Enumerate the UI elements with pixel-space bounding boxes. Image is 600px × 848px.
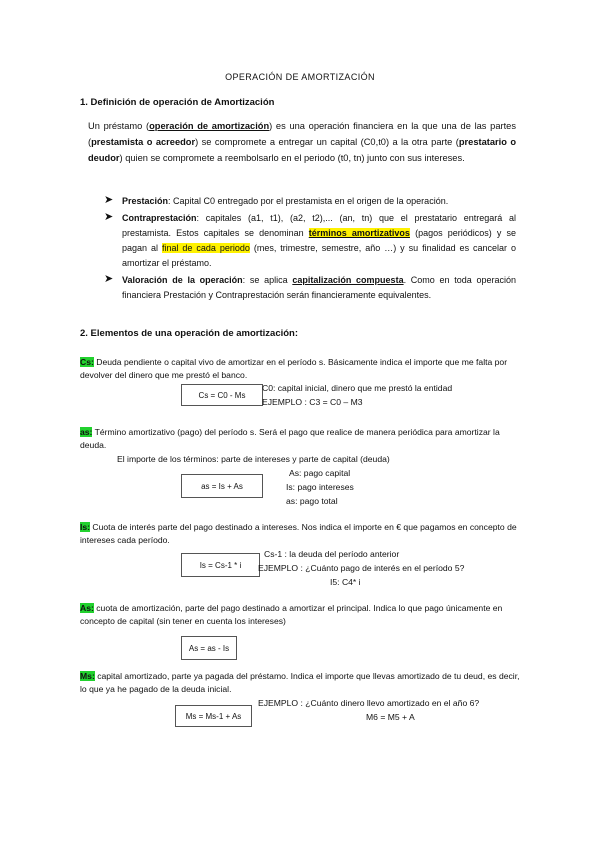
bullet-valoracion: ➤ Valoración de la operación: se aplica capitalización compuesta. Como en toda operación financiera Prestación y Contraprestación serán financieramente equivalentes. [104,273,516,300]
arrow-bullet-icon: ➤ [104,194,114,206]
is-note-deuda: Cs-1 : la deuda del período anterior [264,549,400,559]
acap-formula-box: As = as - Is [181,636,237,660]
is-example: EJEMPLO : ¿Cuánto pago de interés en el período 5? [258,563,465,573]
cs-example: EJEMPLO : C3 = C0 – M3 [262,397,363,407]
ms-example: EJEMPLO : ¿Cuánto dinero llevo amortizado en el año 6? [258,698,480,708]
is-description: Is: Cuota de interés parte del pago destinado a intereses. Nos indica el importe en € que pagamos en concepto de intereses cada período. [80,522,517,545]
section2-heading: 2. Elementos de una operación de amortización: [80,328,299,339]
ms-example-answer: M6 = M5 + A [366,712,415,722]
arrow-bullet-icon: ➤ [104,211,114,223]
section1-intro: Un préstamo (operación de amortización) es una operación financiera en la que una de las partes (prestamista o acreedor) se compromete a entregar un capital (C0,t0) a la otra parte (prestatario o deudor) quien se compromete a reembolsarlo en el periodo (t0, tn) junto con sus intereses. [88,121,517,163]
is-example-answer: I5: C4* i [330,577,361,587]
as-formula-box: as = Is + As [181,474,263,498]
bullet-contraprestacion: ➤ Contraprestación: capitales (a1, t1), (a2, t2),... (an, tn) que el prestatario entregará al prestamista. Estos capitales se denominan términos amortizativos (pagos periódicos) y se pagan al final de cada periodo (mes, trimestre, semestre, año …) y su finalidad es cancelar o amortizar el préstamo. [104,211,517,268]
is-formula-box: Is = Cs-1 * i [181,553,260,577]
cs-note-c0: C0: capital inicial, dinero que me prestó la entidad [262,383,453,393]
ms-description: Ms: capital amortizado, parte ya pagada del préstamo. Indica el importe que llevas amortizado de tu deud, es decir, lo que ya he pagado de la deuda inicial. [80,671,520,694]
as-description: as: Término amortizativo (pago) del período s. Será el pago que realice de manera periódica para amortizar la deuda. [80,427,500,450]
arrow-bullet-icon: ➤ [104,273,114,285]
cs-formula-box: Cs = C0 - Ms [181,384,263,406]
acap-description: As: cuota de amortización, parte del pago destinado a amortizar el principal. Indica lo que pago únicamente en concepto de capital (sin tener en cuenta los intereses) [80,603,503,626]
as-note-intereses: Is: pago intereses [286,482,354,492]
as-line2: El importe de los términos: parte de intereses y parte de capital (deuda) [117,454,390,464]
cs-description: Cs: Deuda pendiente o capital vivo de amortizar en el período s. Básicamente indica el importe que me falta por devolver del dinero que me prestó el banco. [80,357,508,380]
page-title: OPERACIÓN DE AMORTIZACIÓN [225,72,375,82]
as-note-total: as: pago total [286,496,338,506]
ms-formula-box: Ms = Ms-1 + As [175,705,252,727]
section1-heading: 1. Definición de operación de Amortización [80,97,275,108]
bullet-prestacion: ➤ Prestación: Capital C0 entregado por el prestamista en el origen de la operación. [104,194,449,206]
as-note-capital: As: pago capital [289,468,351,478]
